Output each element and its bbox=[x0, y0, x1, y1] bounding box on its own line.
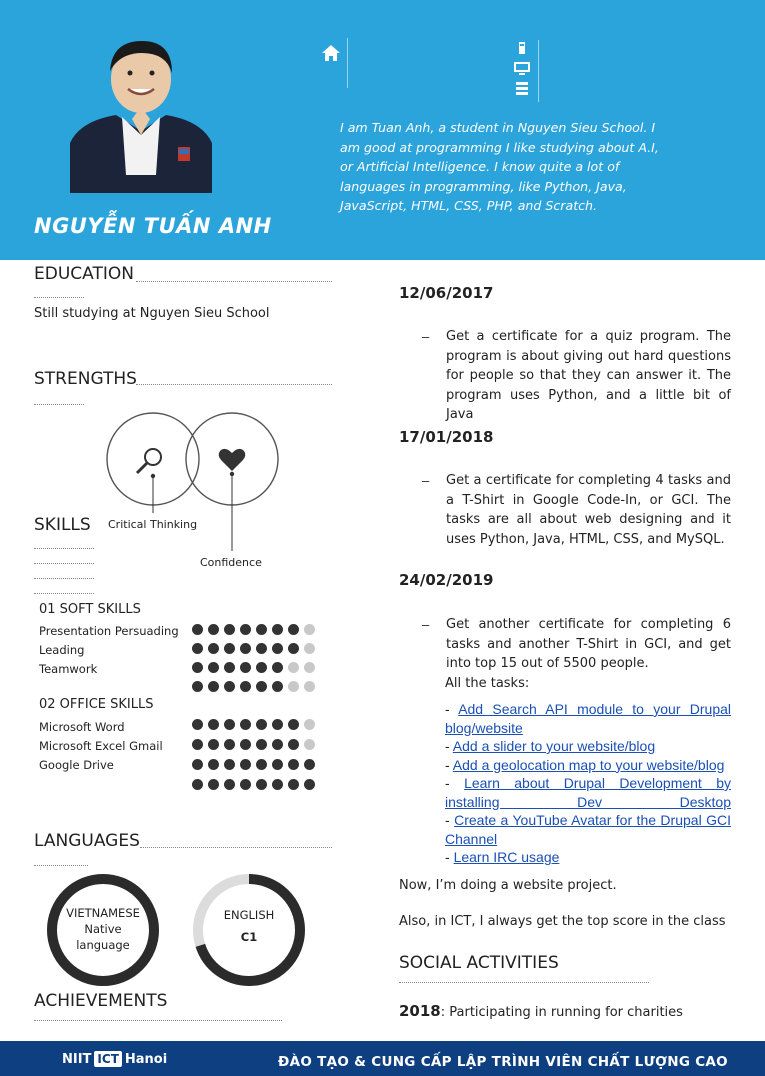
profile-photo bbox=[70, 35, 212, 193]
timeline-text: Get a certificate for a quiz program. The program is about giving out hard questions for people so that they can answer it. The program uses Python, and a little bit of Java bbox=[446, 329, 731, 422]
rating-dot bbox=[272, 779, 283, 790]
skills-line-2 bbox=[34, 563, 94, 564]
rating-dot bbox=[256, 739, 267, 750]
task-link[interactable]: Create a YouTube Avatar for the Drupal GCI Channel bbox=[445, 812, 731, 847]
rating-dot bbox=[240, 662, 251, 673]
strength-critical-thinking: Critical Thinking bbox=[108, 518, 198, 531]
task-link[interactable]: Learn about Drupal Development by installing Dev Desktop bbox=[445, 775, 731, 810]
rating-row bbox=[192, 643, 315, 654]
rating-dot bbox=[240, 739, 251, 750]
rating-dot bbox=[256, 719, 267, 730]
strengths-diagram bbox=[100, 408, 290, 570]
timeline-date: 17/01/2018 bbox=[399, 428, 494, 446]
soft-skills-title: 01 SOFT SKILLS bbox=[39, 602, 141, 617]
rating-dot bbox=[240, 643, 251, 654]
office-skills-title: 02 OFFICE SKILLS bbox=[39, 697, 154, 712]
rating-dot bbox=[256, 779, 267, 790]
rating-dot bbox=[288, 759, 299, 770]
rating-row bbox=[192, 624, 315, 635]
rating-dot bbox=[256, 759, 267, 770]
timeline-date: 24/02/2019 bbox=[399, 571, 494, 589]
rating-dot bbox=[304, 681, 315, 692]
person-name: NGUYỄN TUẤN ANH bbox=[34, 214, 272, 238]
rating-dot bbox=[224, 779, 235, 790]
rating-dot bbox=[208, 739, 219, 750]
logo-right: Hanoi bbox=[124, 1051, 168, 1067]
rating-dot bbox=[304, 624, 315, 635]
rating-dot bbox=[272, 624, 283, 635]
task-link[interactable]: Add Search API module to your Drupal blog/website bbox=[445, 701, 732, 736]
languages-title: LANGUAGES bbox=[34, 831, 140, 851]
task-prefix: - bbox=[445, 812, 455, 828]
header-divider-1 bbox=[347, 38, 348, 88]
header-divider-2 bbox=[538, 40, 539, 102]
task-item bbox=[445, 811, 731, 848]
tasks-heading: All the tasks: bbox=[445, 676, 530, 691]
logo-mid: ICT bbox=[94, 1051, 121, 1067]
education-text: Still studying at Nguyen Sieu School bbox=[34, 306, 270, 321]
skills-title: SKILLS bbox=[34, 515, 91, 535]
skills-line-3 bbox=[34, 578, 94, 579]
rating-dot bbox=[304, 779, 315, 790]
strengths-title: STRENGTHS bbox=[34, 369, 137, 389]
task-item bbox=[445, 700, 731, 737]
heart-icon bbox=[219, 449, 246, 471]
task-link[interactable]: Learn IRC usage bbox=[453, 849, 560, 865]
rating-dot bbox=[208, 759, 219, 770]
office-skill-item: Microsoft Word bbox=[39, 720, 125, 734]
house-icon bbox=[320, 42, 342, 64]
rating-dot bbox=[224, 719, 235, 730]
rating-dot bbox=[272, 739, 283, 750]
rating-dot bbox=[256, 662, 267, 673]
languages-subdivider bbox=[34, 865, 88, 866]
social-year: 2018 bbox=[399, 1002, 441, 1020]
task-link[interactable]: Add a slider to your website/blog bbox=[452, 738, 656, 754]
rating-dot bbox=[304, 739, 315, 750]
soft-skill-item: Presentation Persuading bbox=[39, 624, 179, 638]
education-title: EDUCATION bbox=[34, 264, 134, 284]
language-level: language bbox=[76, 938, 130, 952]
achievements-divider bbox=[34, 1020, 282, 1021]
soft-skill-item: Teamwork bbox=[39, 662, 98, 676]
niit-logo bbox=[62, 1048, 167, 1070]
skills-line-1 bbox=[34, 548, 94, 549]
bullet-dash: – bbox=[422, 617, 430, 632]
timeline-date: 12/06/2017 bbox=[399, 284, 494, 302]
rating-dot bbox=[192, 779, 203, 790]
ict-note: Also, in ICT, I always get the top score in the class bbox=[399, 914, 726, 929]
bullet-dash: – bbox=[422, 329, 430, 344]
magnifier-icon bbox=[137, 449, 161, 473]
office-skill-item: Microsoft Excel Gmail bbox=[39, 739, 163, 753]
rating-dot bbox=[224, 662, 235, 673]
rating-dot bbox=[304, 719, 315, 730]
rating-dot bbox=[224, 759, 235, 770]
rating-row bbox=[192, 719, 315, 730]
social-text: : Participating in running for charities bbox=[440, 1005, 683, 1020]
task-item bbox=[445, 737, 731, 756]
rating-dot bbox=[272, 681, 283, 692]
task-prefix: - bbox=[445, 849, 454, 865]
languages-divider bbox=[140, 847, 332, 848]
language-level: C1 bbox=[240, 930, 258, 944]
rating-dot bbox=[240, 719, 251, 730]
task-link[interactable]: Add a geolocation map to your website/blog bbox=[452, 756, 725, 773]
education-divider bbox=[136, 281, 332, 282]
rating-row bbox=[192, 739, 315, 750]
rating-dot bbox=[288, 719, 299, 730]
rating-dot bbox=[192, 643, 203, 654]
language-name: VIETNAMESE bbox=[66, 906, 140, 920]
task-prefix: - bbox=[445, 756, 453, 773]
logo-left: NIIT bbox=[62, 1051, 92, 1067]
social-divider bbox=[399, 982, 649, 983]
achievements-title: ACHIEVEMENTS bbox=[34, 991, 168, 1011]
rating-dot bbox=[288, 739, 299, 750]
rating-dot bbox=[288, 624, 299, 635]
rating-dot bbox=[272, 662, 283, 673]
timeline-text: Get another certificate for completing 6 tasks and another T-Shirt in GCI, and get into top 15 out of 5500 people. bbox=[446, 617, 731, 671]
rating-dot bbox=[208, 662, 219, 673]
rating-row bbox=[192, 662, 315, 673]
rating-dot bbox=[272, 759, 283, 770]
rating-dot bbox=[224, 643, 235, 654]
rating-dot bbox=[224, 624, 235, 635]
rating-dot bbox=[256, 643, 267, 654]
rating-dot bbox=[192, 662, 203, 673]
rating-dot bbox=[304, 662, 315, 673]
footer-tagline: ĐÀO TẠO & CUNG CẤP LẬP TRÌNH VIÊN CHẤT LƯỢNG CAO bbox=[278, 1054, 728, 1070]
rating-dot bbox=[192, 739, 203, 750]
rating-row bbox=[192, 779, 315, 790]
rating-dot bbox=[240, 624, 251, 635]
task-list bbox=[445, 700, 731, 867]
rating-dot bbox=[192, 681, 203, 692]
task-prefix: - bbox=[445, 775, 465, 791]
rating-dot bbox=[208, 643, 219, 654]
rating-dot bbox=[192, 759, 203, 770]
rating-dot bbox=[224, 681, 235, 692]
rating-dot bbox=[192, 719, 203, 730]
timeline-text: Get a certificate for completing 4 tasks and a T-Shirt in Google Code-In, or GCI. The tasks are all about web designing and it uses Python, Java, HTML, CSS, and MySQL. bbox=[446, 473, 731, 547]
rating-dot bbox=[192, 624, 203, 635]
rating-dot bbox=[304, 643, 315, 654]
task-prefix: - bbox=[445, 738, 453, 754]
office-skill-item: Google Drive bbox=[39, 758, 114, 772]
rating-dot bbox=[208, 681, 219, 692]
task-item bbox=[445, 756, 731, 775]
rating-dot bbox=[208, 624, 219, 635]
rating-dot bbox=[256, 681, 267, 692]
task-item bbox=[445, 848, 731, 867]
strengths-divider bbox=[136, 384, 332, 385]
rating-dot bbox=[240, 681, 251, 692]
language-level: Native bbox=[84, 922, 122, 936]
bullet-dash: – bbox=[422, 473, 430, 488]
rating-dot bbox=[240, 759, 251, 770]
monitor-icon bbox=[510, 40, 534, 100]
strength-confidence: Confidence bbox=[200, 556, 262, 569]
rating-dot bbox=[256, 624, 267, 635]
rating-dot bbox=[224, 739, 235, 750]
task-item bbox=[445, 774, 731, 811]
rating-dot bbox=[240, 779, 251, 790]
rating-dot bbox=[288, 662, 299, 673]
rating-dot bbox=[288, 643, 299, 654]
skills-line-4 bbox=[34, 593, 94, 594]
rating-dot bbox=[272, 719, 283, 730]
soft-skill-item: Leading bbox=[39, 643, 85, 657]
rating-dot bbox=[208, 719, 219, 730]
strengths-subdivider bbox=[34, 404, 84, 405]
current-project: Now, I’m doing a website project. bbox=[399, 878, 617, 893]
rating-dot bbox=[208, 779, 219, 790]
intro-text: I am Tuan Anh, a student in Nguyen Sieu School. I am good at programming I like studying about A.I, or Artificial Intelligence. I know quite a lot of languages in programming, like Python, Java, JavaScript, HTML, CSS, PHP, and Scratch. bbox=[340, 120, 659, 213]
language-name: ENGLISH bbox=[223, 908, 275, 922]
rating-dot bbox=[288, 779, 299, 790]
education-subdivider bbox=[34, 297, 84, 298]
rating-dot bbox=[304, 759, 315, 770]
rating-row bbox=[192, 681, 315, 692]
rating-dot bbox=[288, 681, 299, 692]
social-entry bbox=[399, 1002, 683, 1020]
rating-dot bbox=[272, 643, 283, 654]
task-prefix: - bbox=[445, 701, 459, 717]
rating-row bbox=[192, 759, 315, 770]
social-title: SOCIAL ACTIVITIES bbox=[399, 953, 559, 973]
